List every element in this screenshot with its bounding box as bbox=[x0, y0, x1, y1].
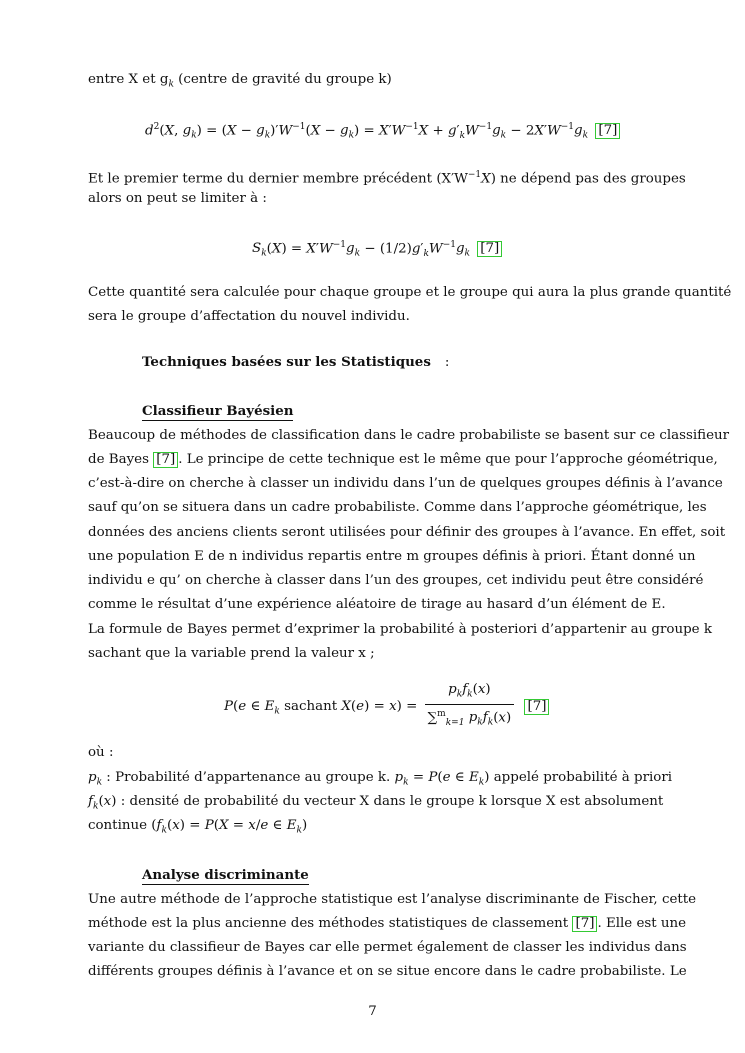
paragraph-line: La formule de Bayes permet d’exprimer la probabilité à posteriori d’appartenir au groupe k bbox=[88, 622, 712, 637]
paragraph-line: sachant que la variable prend la valeur x ; bbox=[88, 646, 375, 661]
intro-line bbox=[88, 71, 656, 94]
paragraph-line: c’est-à-dire on cherche à classer un individu dans l’un de quelques groupes définis à l’avance bbox=[88, 476, 723, 491]
definition-fk: $f_k(x)$ : densité de probabilité du vecteur X dans le groupe k lorsque X est absolument bbox=[88, 794, 664, 812]
subscript: k bbox=[168, 79, 174, 90]
text: entre X et g bbox=[88, 72, 169, 87]
paragraph-line: Cette quantité sera calculée pour chaque groupe et le groupe qui aura la plus grande quantité bbox=[88, 285, 732, 300]
definition-pk: $p_k$ : Probabilité d’appartenance au groupe k. $p_k = P(e$ ∈ $E_k$) appelé probabilité à priori bbox=[88, 770, 673, 788]
equation-bayes: P(e ∈ $E_k$ sachant X(e) = x) = $\frac{p_kf_k(x)}{\sum^m_{k=1} p_kf_k(x)}$ [7] bbox=[224, 682, 549, 731]
paragraph-line: individu e qu’ on cherche à classer dans l’un des groupes, cet individu peut être considéré bbox=[88, 573, 704, 588]
citation-link[interactable]: [7] bbox=[572, 916, 597, 932]
text: sachant bbox=[284, 698, 338, 714]
paragraph-line: de Bayes [7] . Le principe de cette technique est le même que pour l’approche géométrique, bbox=[88, 452, 718, 467]
paragraph-line: Beaucoup de méthodes de classification dans le cadre probabiliste se basent sur ce classifieur bbox=[88, 428, 730, 443]
section-heading-statistics: Techniques basées sur les Statistiques : bbox=[142, 354, 450, 370]
citation-link[interactable]: [7] bbox=[524, 699, 549, 715]
section-heading-discriminant: Analyse discriminante bbox=[142, 867, 309, 883]
citation-link[interactable]: [7] bbox=[477, 241, 502, 257]
paragraph-line: comme le résultat d’une expérience aléatoire de tirage au hasard d’un élément de E. bbox=[88, 597, 666, 612]
equation-distance: $d^2(X$, $g_k) = (X - g_k)'W^{-1}(X - g_k) = X'W^{-1}X + g'_kW^{-1}g_k - 2X'W^{-1}g_k$ [7] bbox=[145, 117, 620, 146]
paragraph-line: différents groupes définis à l’avance et on se situe encore dans le cadre probabiliste. Le bbox=[88, 964, 687, 979]
paragraph-line: où : bbox=[88, 745, 114, 760]
citation-link[interactable]: [7] bbox=[153, 452, 178, 468]
equation-score: $S_k(X) = X'W^{-1}g_k - (1/2)g'_kW^{-1}g_k$ [7] bbox=[252, 235, 502, 264]
section-heading-bayes: Classifieur Bayésien bbox=[142, 403, 294, 419]
paragraph-line: sera le groupe d’affectation du nouvel individu. bbox=[88, 309, 410, 324]
paragraph-line: une population E de n individus repartis entre m groupes définis à priori. Étant donné un bbox=[88, 549, 696, 564]
text: (centre de gravité du groupe k) bbox=[173, 72, 392, 87]
citation-link[interactable]: [7] bbox=[595, 123, 620, 139]
paragraph-line: données des anciens clients seront utilisées pour définir des groupes à l’avance. En effet, soit bbox=[88, 525, 726, 540]
paragraph-line: variante du classifieur de Bayes car elle permet également de classer les individus dans bbox=[88, 940, 687, 955]
paragraph-line: continue ($f_k(x) = P(X = x/e$ ∈ $E_k$) bbox=[88, 818, 308, 836]
page-number: 7 bbox=[368, 1004, 377, 1019]
paragraph-line: alors on peut se limiter à : bbox=[88, 191, 267, 206]
paragraph-line: sauf qu’on se situera dans un cadre probabiliste. Comme dans l’approche géométrique, les bbox=[88, 500, 707, 515]
fraction: $\frac{p_kf_k(x)}{\sum^m_{k=1} p_kf_k(x)}$ bbox=[425, 682, 515, 731]
paragraph-line: méthode est la plus ancienne des méthodes statistiques de classement [7] . Elle est une bbox=[88, 916, 687, 931]
paragraph-line: Et le premier terme du dernier membre précédent $(X'W^{-1}X)$ ne dépend pas des groupes bbox=[88, 170, 686, 187]
paragraph-line: Une autre méthode de l’approche statistique est l’analyse discriminante de Fischer, cette bbox=[88, 892, 697, 907]
